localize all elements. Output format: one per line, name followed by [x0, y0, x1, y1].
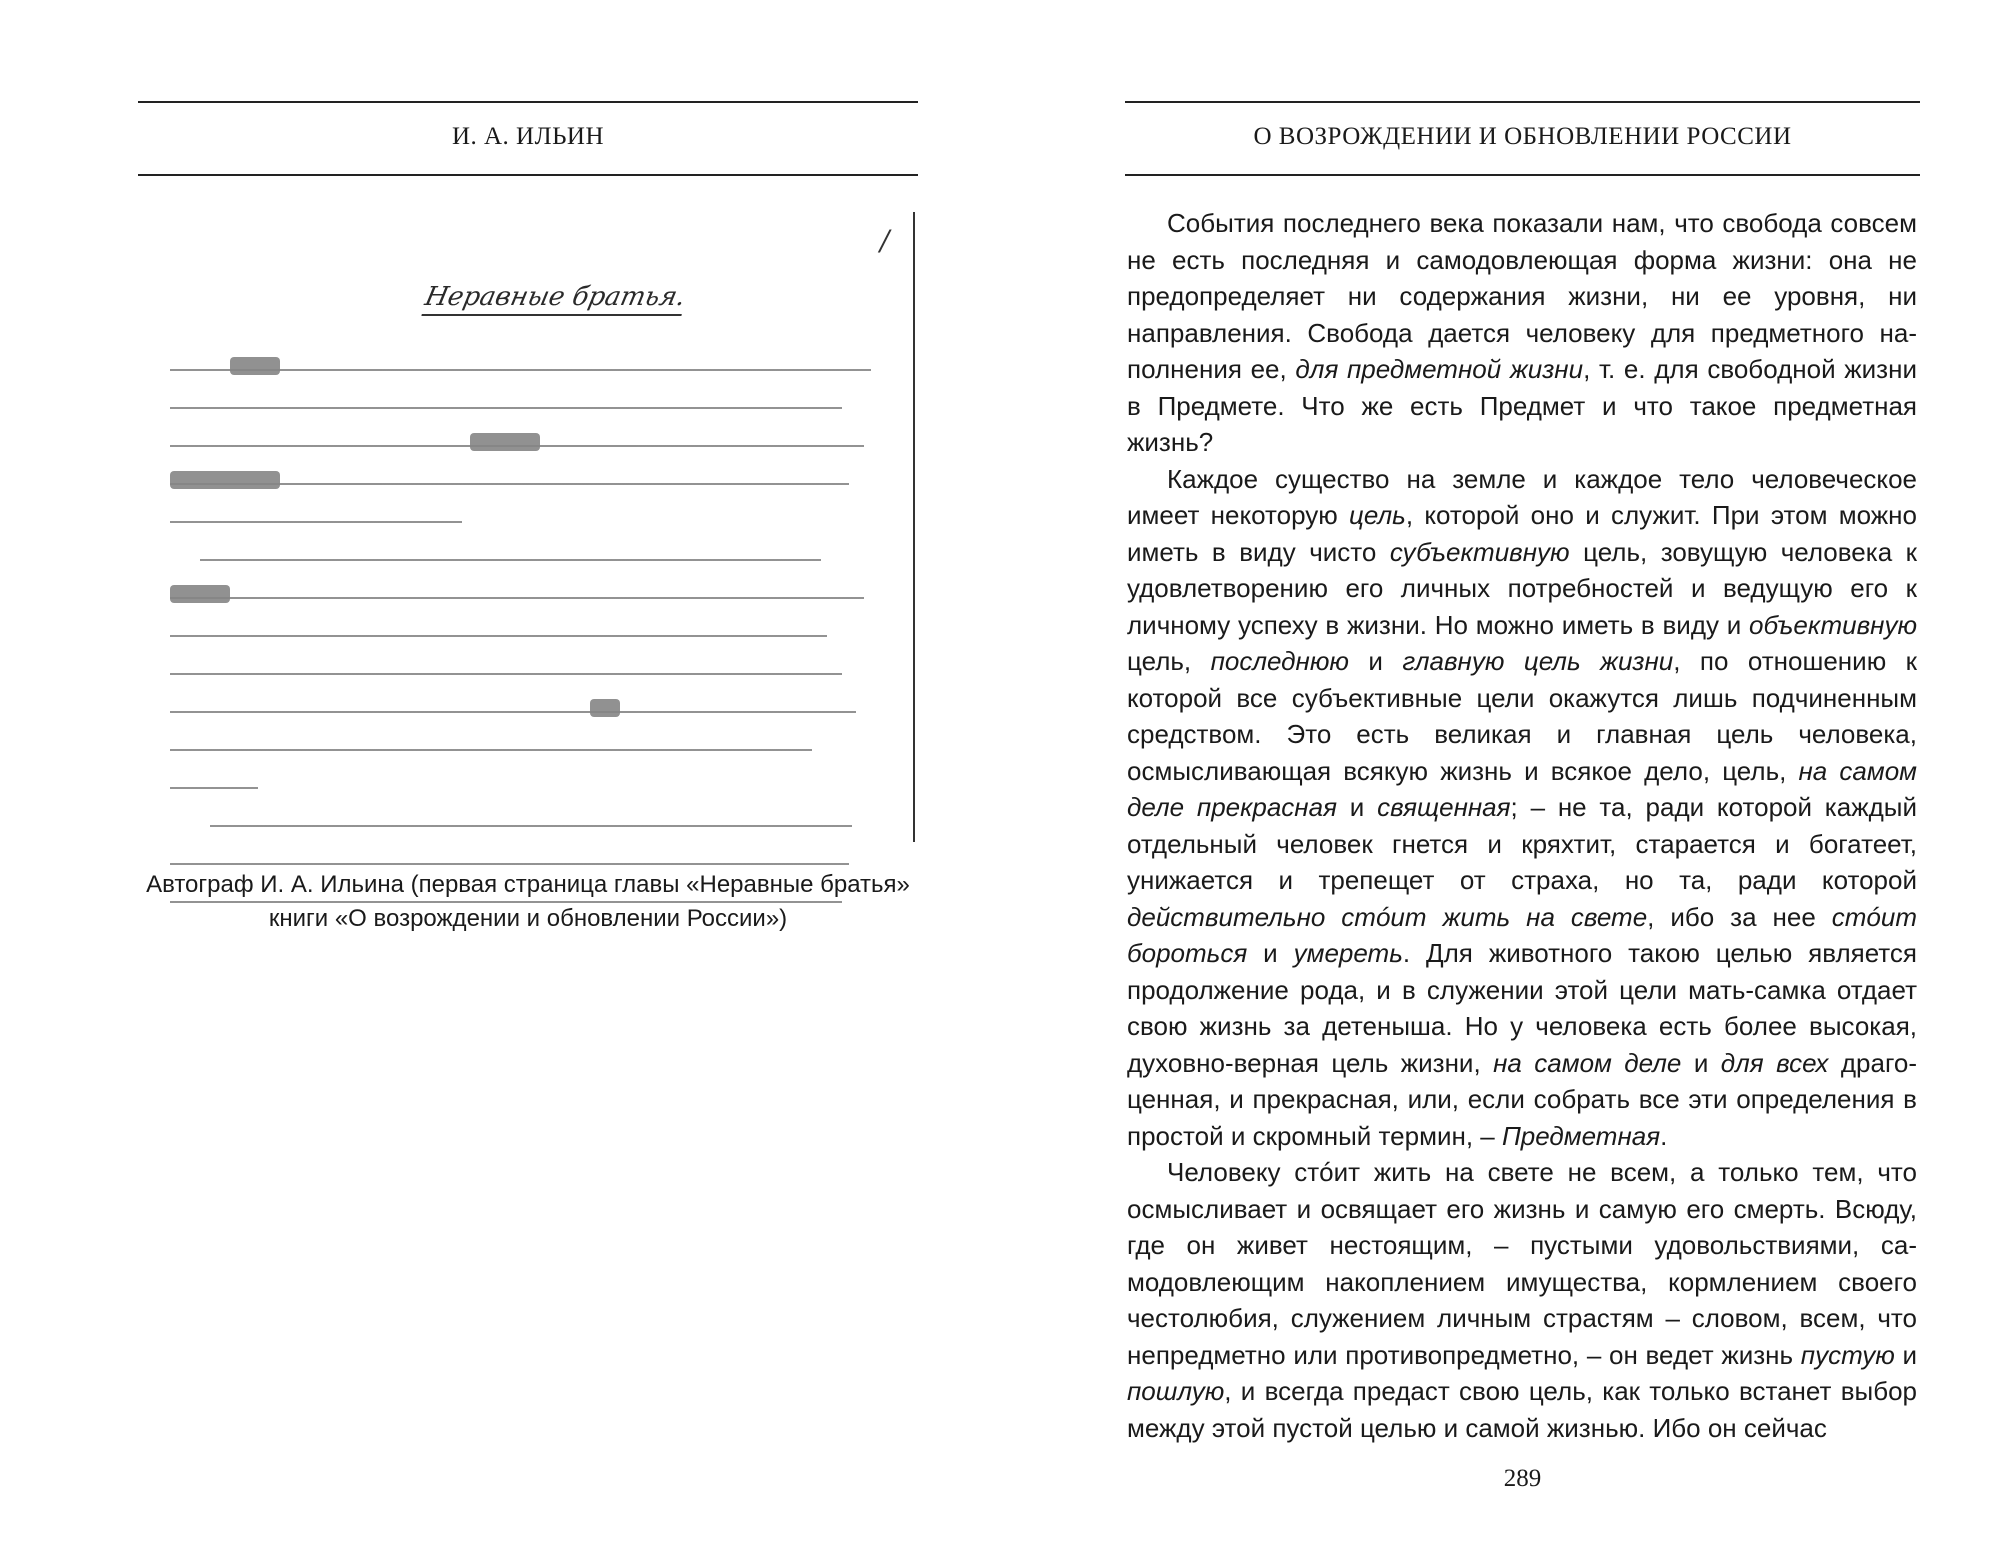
italic-run: на самом деле [1493, 1047, 1682, 1078]
header-rule-top [138, 101, 918, 103]
handwritten-line [170, 347, 871, 381]
text-run: События последнего века показали нам, что свобода совсем не есть последняя и самодовлеющая форма жизни: она не предопределяет ни содержания жизни, ни ее уровня, ни направления. Свобода дается человеку для предметного наполнения ее, [1127, 208, 1917, 384]
handwritten-line [170, 651, 842, 685]
paragraph-3 [1127, 1154, 1917, 1446]
caption-line-2: книги «О возрождении и обновлении России») [268, 905, 788, 932]
text-run: и [1336, 792, 1378, 822]
right-page [1000, 0, 2000, 1550]
handwritten-line [170, 575, 864, 609]
header-rule-bottom [1125, 174, 1920, 176]
text-run: и [1681, 1047, 1721, 1078]
text-run: и [1348, 646, 1403, 676]
handwritten-line [170, 423, 864, 457]
italic-run: священная [1377, 792, 1511, 822]
italic-run: Предметная [1501, 1120, 1661, 1151]
handwritten-line [210, 803, 852, 837]
text-run: , по отношению к которой все субъективные цели окажутся лишь подчиненным средством. Это есть великая и главная цель человека, осмысливающая всякую жизнь и всякое дело, цель, [1127, 646, 1917, 786]
text-run: , т. е. для свободной жизни в Предмете. Что же есть Предмет и что такое предметная жизнь? [1127, 354, 1917, 457]
italic-run: на самом деле прекрасная [1127, 755, 1917, 822]
text-run: драгоценная, и прекрасная, или, если собрать все эти определения в простой и скромный термин, – [1127, 1047, 1917, 1151]
text-run: и [1247, 938, 1294, 968]
caption-line-1: Автограф И. А. Ильина (первая страница главы «Неравные братья» [146, 871, 910, 898]
italic-run: пошлую [1127, 1376, 1225, 1406]
manuscript-image [160, 212, 918, 842]
manuscript-margin-line [913, 212, 915, 842]
text-run: , ибо за нее [1647, 901, 1832, 932]
header-rule-bottom [138, 174, 918, 176]
handwritten-line [170, 385, 842, 419]
italic-run: стóит бороться [1127, 901, 1918, 968]
italic-run: главную цель жизни [1402, 646, 1674, 676]
running-header-left: И. А. ИЛЬИН [451, 123, 605, 150]
manuscript-title: Неравные братья. [421, 282, 688, 316]
paragraph-1 [1127, 205, 1917, 461]
running-header-right: О ВОЗРОЖДЕНИИ И ОБНОВЛЕНИИ РОССИИ [1253, 123, 1792, 150]
text-run: Человеку стóит жить на свете не всем, а только тем, что осмысливает и освящает его жизнь и самую его смерть. Всюду, где он живет нестоящим, – пустыми удовольствиями, самодовлеющим накоплением имущества, кормлением своего честолюбия, служением личным страстям – словом, всем, что непредметно или противопредметно, – он ведет жизнь [1127, 1157, 1917, 1370]
italic-run: для всех [1720, 1047, 1829, 1078]
italic-run: умереть [1293, 938, 1403, 968]
manuscript-handwriting [170, 347, 900, 917]
text-run: цель, [1127, 646, 1211, 676]
italic-run: субъективную [1389, 536, 1570, 567]
italic-run: действительно стóит жить на свете [1127, 901, 1648, 932]
handwritten-line [170, 765, 258, 799]
handwritten-line [170, 689, 856, 723]
text-run: . Для животного такою целью является продолжение рода, и в служении этой цели мать-самка отдает свою жизнь за детеныша. Но у человека есть более высокая, духовно-верная цель жизни, [1127, 938, 1917, 1078]
italic-run: цель [1349, 500, 1406, 530]
paragraph-2 [1127, 461, 1917, 1155]
handwritten-line [200, 537, 821, 571]
text-run: цель, зовущую человека к удовлетворению его личных потребностей и ведущую его к личному успеху в жизни. Но можно иметь в виду и [1127, 536, 1918, 640]
figure-caption [138, 868, 918, 936]
handwritten-line [170, 461, 849, 495]
body-text [1127, 205, 1917, 1446]
text-run: ; – не та, ради которой каждый отдельный человек гнется и кряхтит, старается и богатеет, унижается и трепещет от страха, но та, ради которой [1127, 792, 1917, 895]
italic-run: последнюю [1210, 646, 1349, 676]
text-run: , и всегда предаст свою цель, как только встанет выбор между этой пустой целью и самой жизнью. Ибо он сейчас [1127, 1376, 1917, 1443]
text-run: . [1660, 1120, 1668, 1151]
page-number: 289 [1503, 1465, 1542, 1492]
handwritten-line [170, 727, 812, 761]
manuscript-page-mark: / [880, 224, 890, 257]
header-rule-top [1125, 101, 1920, 103]
italic-run: для предметной жизни [1295, 354, 1584, 384]
handwritten-line [170, 613, 827, 647]
text-run: , которой оно и служит. При этом можно иметь в виду чисто [1127, 500, 1917, 567]
handwritten-line [170, 499, 462, 533]
text-run: Каждое существо на земле и каждое тело человеческое имеет некоторую [1127, 463, 1917, 530]
italic-run: пустую [1800, 1339, 1895, 1370]
italic-run: объективную [1749, 609, 1917, 640]
text-run: и [1894, 1339, 1917, 1370]
